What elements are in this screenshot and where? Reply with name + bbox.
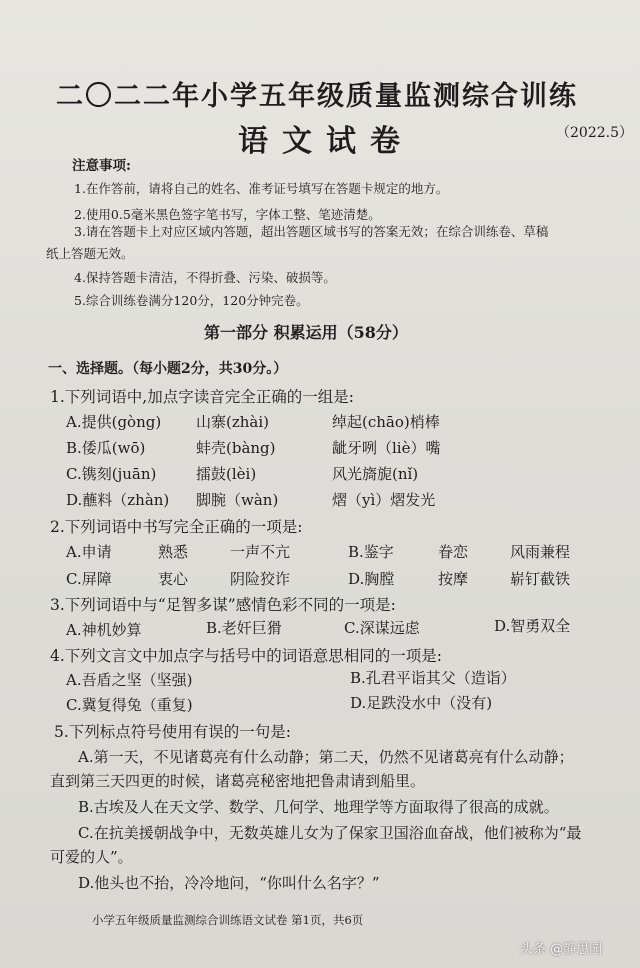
q1-c2: 擂鼓(lèi): [196, 465, 257, 483]
q2-r1-4: B.鉴字: [348, 543, 394, 561]
q2-r1-5: 眷恋: [438, 543, 469, 561]
q3-c: C.深谋远虑: [344, 619, 420, 637]
q2-r1-2: 熟悉: [158, 543, 189, 561]
q3-d: D.智勇双全: [494, 617, 571, 635]
note-5: 5.综合训练卷满分120分，120分钟完卷。: [74, 293, 309, 308]
q5-a-line1: A.第一天，不见诸葛亮有什么动静；第二天，仍然不见诸葛亮有什么动静；: [78, 748, 574, 766]
q4-d: D.足跌没水中（没有): [350, 694, 493, 712]
q1-c3: 风光旖旎(nǐ): [332, 465, 419, 483]
q1-stem: 1.下列词语中,加点字读音完全正确的一组是:: [50, 388, 354, 406]
note-3-cont: 纸上答题无效。: [46, 246, 134, 261]
q3-a: A.神机妙算: [66, 621, 142, 639]
q3-stem: 3.下列词语中与“足智多谋”感情色彩不同的一项是:: [50, 596, 396, 614]
q2-r2-3: 阴险狡诈: [230, 570, 291, 588]
q3-b: B.老奸巨猾: [206, 619, 282, 637]
q2-r2-5: 按摩: [438, 570, 469, 588]
q5-d: D.他头也不抬，冷冷地问，“你叫什么名字？”: [78, 874, 380, 892]
q1-a1: A.提供(gòng): [66, 413, 162, 431]
q4-b: B.孔君平诣其父（造诣）: [350, 669, 516, 687]
page-footer: 小学五年级质量监测综合训练语文试卷 第1页，共6页: [92, 913, 364, 927]
note-1: 1.在作答前，请将自己的姓名、准考证号填写在答题卡规定的地方。: [74, 181, 449, 196]
q1-b2: 蚌壳(bàng): [196, 439, 276, 457]
q1-b1: B.倭瓜(wō): [66, 439, 146, 457]
watermark: 头条 @静思园: [520, 942, 603, 957]
q2-r1-6: 风雨兼程: [510, 543, 571, 561]
part-title: 第一部分 积累运用（58分）: [204, 323, 408, 342]
section-title: 一、选择题。（每小题2分，共30分。）: [48, 361, 288, 377]
q4-a: A.吾盾之坚（坚强): [66, 671, 193, 689]
q1-d1: D.蘸料（zhàn): [66, 491, 170, 509]
q1-a3: 绰起(chāo)梢棒: [332, 413, 440, 431]
q5-a-line2: 直到第三天四更的时候，诸葛亮秘密地把鲁肃请到船里。: [50, 772, 426, 790]
q2-r1-1: A.申请: [66, 543, 112, 561]
q2-r2-1: C.屏障: [66, 570, 112, 588]
notes-heading: 注意事项:: [72, 158, 131, 174]
q4-stem: 4.下列文言文中加点字与括号中的词语意思相同的一项是:: [50, 647, 443, 665]
note-4: 4.保持答题卡清洁，不得折叠、污染、破损等。: [74, 270, 336, 285]
exam-date: （2022.5）: [556, 125, 633, 141]
q2-r2-6: 崭钉截铁: [510, 570, 571, 588]
exam-subtitle: 语文试卷: [238, 124, 414, 159]
q2-r2-2: 衷心: [158, 570, 189, 588]
q2-r2-4: D.胸膛: [348, 570, 395, 588]
q5-b: B.古埃及人在天文学、数学、几何学、地理学等方面取得了很高的成就。: [78, 798, 559, 816]
q1-d2: 脚腕（wàn): [196, 491, 279, 509]
q1-d3: 熠（yì）熠发光: [332, 491, 436, 509]
note-3: 3.请在答题卡上对应区域内答题，超出答题区域书写的答案无效；在综合训练卷、草稿: [74, 224, 549, 239]
q4-c: C.冀复得兔（重复): [66, 696, 193, 714]
q1-c1: C.镌刻(juān): [66, 465, 157, 483]
note-2: 2.使用0.5毫米黑色签字笔书写，字体工整、笔迹清楚。: [74, 207, 381, 222]
q1-a2: 山寨(zhài): [196, 413, 270, 431]
q5-c-line2: 可爱的人”。: [50, 848, 133, 866]
exam-title: 二〇二二年小学五年级质量监测综合训练: [56, 81, 578, 112]
q2-r1-3: 一声不亢: [230, 543, 291, 561]
q2-stem: 2.下列词语中书写完全正确的一项是:: [50, 518, 303, 536]
q5-stem: 5.下列标点符号使用有误的一句是:: [54, 723, 292, 741]
q1-b3: 龇牙咧（liè）嘴: [332, 439, 441, 457]
q5-c-line1: C.在抗美援朝战争中，无数英雄儿女为了保家卫国浴血奋战，他们被称为“最: [78, 824, 582, 842]
